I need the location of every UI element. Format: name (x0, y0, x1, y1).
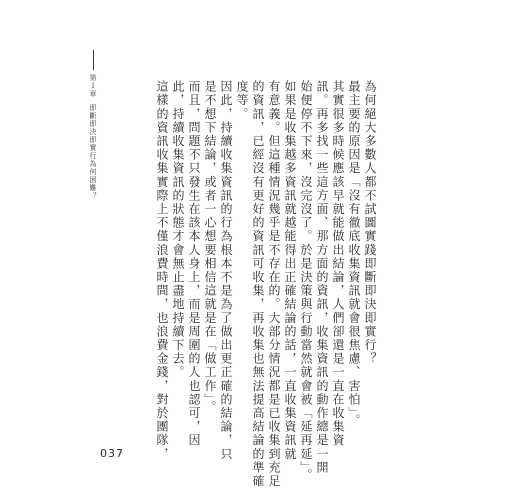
page-number: 037 (100, 447, 124, 460)
text-column-6: 如果是收集越多資訊就越能得出正確結論的話，一直收集資訊就 (283, 80, 297, 461)
text-column-8: 的資訊，已經沒有更好的資訊可收集，再收集也無法提高結論的準確 (251, 80, 265, 488)
body-text (154, 80, 378, 488)
chapter-title: 即斷即決即實行為何困難？ (89, 104, 97, 200)
chapter-label: 第１章 (89, 74, 97, 98)
text-column-12: 而且，問題不只發生在該本人身上，而是周圍的人也認可，因 (187, 80, 201, 448)
text-column-11: 是不想下結論，或者一心想要相信這就是在「做工作」。 (203, 80, 217, 414)
running-head-rule (93, 50, 94, 70)
text-column-10: 因此，持續收集資訊的行為根本不是為了做出更正確的結論，只 (219, 80, 233, 461)
text-column-13: 此，持續收集資訊的狀態才會無止盡地持續下去。 (171, 80, 185, 380)
text-column-4: 訊。再多找一些這方面、那方面的資訊，收集資訊的動作總是一開 (315, 80, 329, 475)
text-column-9: 度等。 (235, 80, 249, 121)
text-column-7: 有意義。但這種情況幾乎是不存在的。大部分情況都是已收集到充足 (267, 80, 281, 488)
text-column-2: 最主要的原因是「沒有徹底收集資訊就會很焦慮、害怕」。 (347, 80, 361, 428)
text-column-5: 始便停不下來，沒完沒了。於是決策與行動當然就會被「延再延」。 (299, 80, 313, 482)
running-head (87, 50, 99, 200)
text-column-3: 其實很多時候應該早就能做出結論，人們卻還是一直在收集資 (331, 80, 345, 448)
text-column-1: 為何絕大多數人都不試圖實踐即斷即決即實行？ (363, 80, 377, 366)
text-column-14: 這樣的資訊收集實際上不僅浪費時間，也浪費金錢，對於團隊， (155, 80, 169, 461)
